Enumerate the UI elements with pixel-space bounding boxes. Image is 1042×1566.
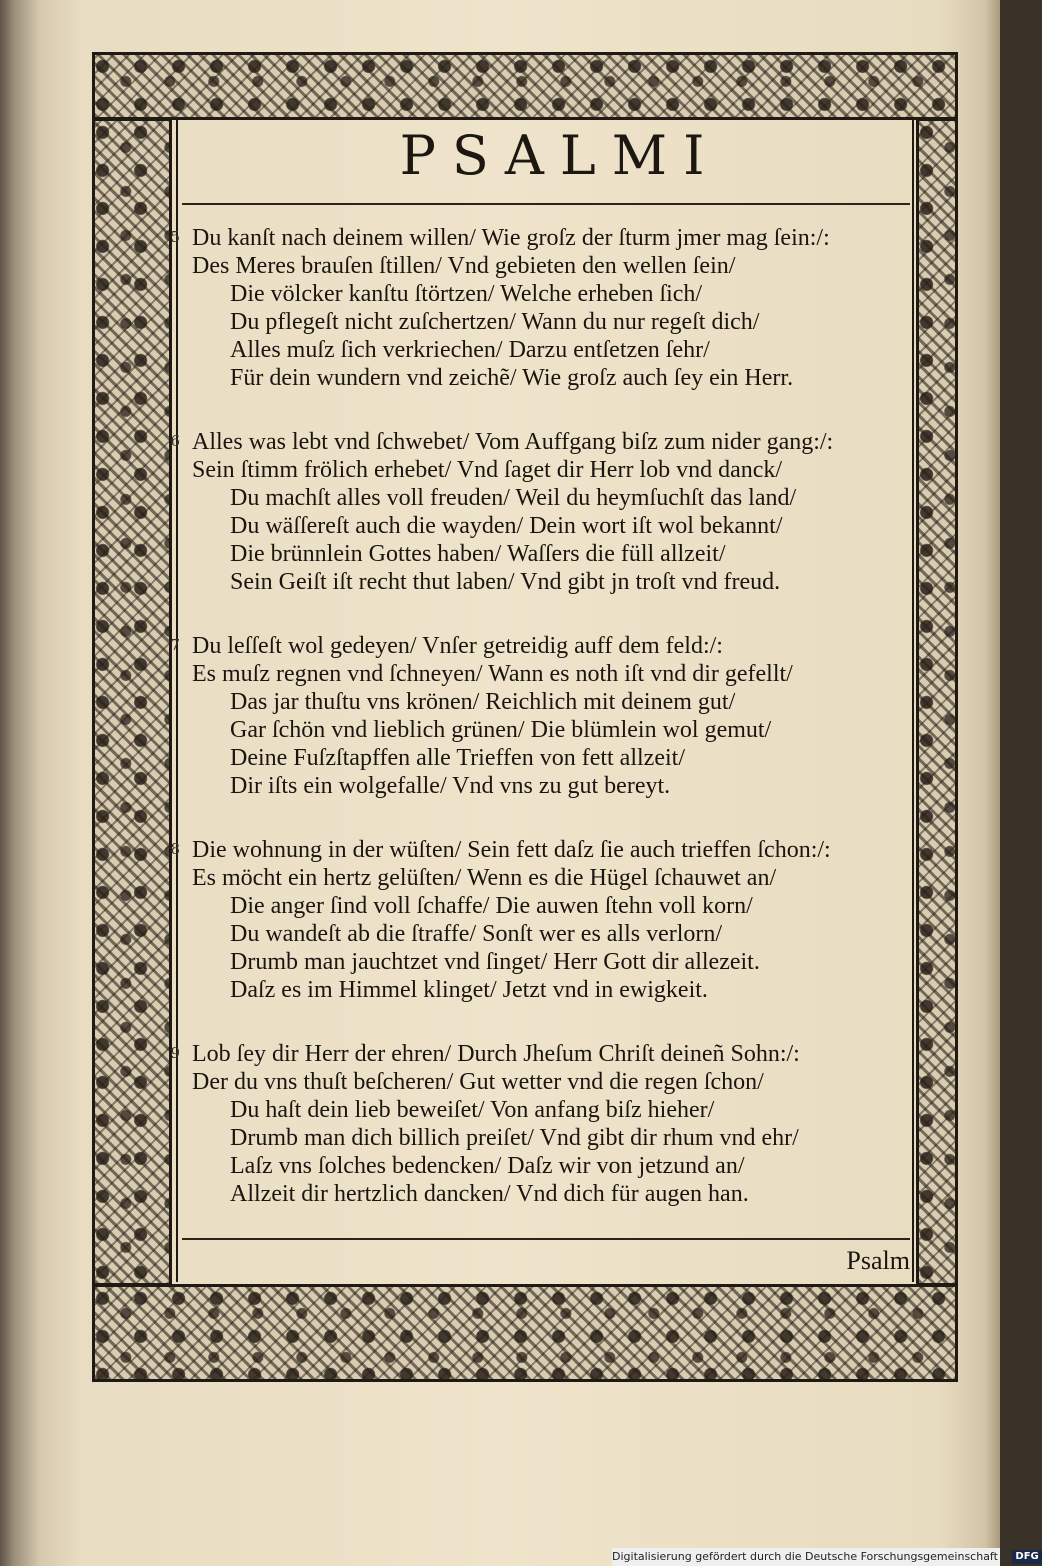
verse-line: Die wohnung in der wüſten/ Sein fett daſz ſie auch trieffen ſchon:/: <box>192 837 831 863</box>
verse-line: Du wäſſereſt auch die wayden/ Dein wort iſt wol bekannt/ <box>230 513 783 539</box>
verse-line: Die brünnlein Gottes haben/ Waſſers die füll allzeit/ <box>230 541 726 567</box>
verse-line: Es muſz regnen vnd ſchneyen/ Wann es noth iſt vnd dir gefellt/ <box>192 661 793 687</box>
verse-line: Die anger ſind voll ſchaffe/ Die auwen ſtehn voll korn/ <box>230 893 753 919</box>
verse-line: Des Meres brauſen ſtillen/ Vnd gebieten den wellen ſein/ <box>192 253 736 279</box>
verse-line: Es möcht ein hertz gelüſten/ Wenn es die Hügel ſchauwet an/ <box>192 865 777 891</box>
stanza-number: 9 <box>170 1044 180 1062</box>
stanza-5 <box>170 224 910 392</box>
stanza-number: 5 <box>170 228 180 246</box>
footer-text: Digitalisierung gefördert durch die Deutsche Forschungsgemeinschaft · <box>612 1550 1005 1563</box>
stanza-8 <box>170 836 910 1004</box>
header-rule <box>182 203 910 205</box>
frame-rule-right <box>912 120 914 1282</box>
verse-line: Alles muſz ſich verkriechen/ Darzu entſetzen ſehr/ <box>230 337 710 363</box>
verse-line: Du pflegeſt nicht zuſchertzen/ Wann du nur regeſt dich/ <box>230 309 760 335</box>
verse-line: Du leſſeſt wol gedeyen/ Vnſer getreidig auff dem feld:/: <box>192 633 723 659</box>
verse-line: Lob ſey dir Herr der ehren/ Durch Jheſum Chriſt deineñ Sohn:/: <box>192 1041 800 1067</box>
verse-line: Das jar thuſtu vns krönen/ Reichlich mit deinem gut/ <box>230 689 736 715</box>
catchword: Psalm <box>846 1246 910 1275</box>
verse-line: Drumb man dich billich preiſet/ Vnd gibt dir rhum vnd ehr/ <box>230 1125 799 1151</box>
verse-line: Du haſt dein lieb beweiſet/ Von anfang biſz hieher/ <box>230 1097 715 1123</box>
verse-line: Allzeit dir hertzlich dancken/ Vnd dich für augen han. <box>230 1181 749 1207</box>
frame-rule-left <box>176 120 178 1282</box>
stanza-6 <box>170 428 910 596</box>
woodcut-border-right <box>916 118 958 1286</box>
verse-line: Alles was lebt vnd ſchwebet/ Vom Auffgang biſz zum nider gang:/: <box>192 429 834 455</box>
woodcut-border-bottom <box>92 1284 958 1382</box>
verse-line: Der du vns thuſt beſcheren/ Gut wetter vnd die regen ſchon/ <box>192 1069 764 1095</box>
woodcut-border-left <box>92 118 172 1286</box>
stanza-number: 6 <box>170 432 180 450</box>
stanza-9 <box>170 1040 910 1208</box>
verse-line: Drumb man jauchtzet vnd ſinget/ Herr Gott dir allezeit. <box>230 949 760 975</box>
verse-line: Sein Geiſt iſt recht thut laben/ Vnd gibt jn troſt vnd freud. <box>230 569 781 595</box>
verse-line: Du wandeſt ab die ſtraffe/ Sonſt wer es alls verlorn/ <box>230 921 723 947</box>
verse-line: Laſz vns ſolches bedencken/ Daſz wir von jetzund an/ <box>230 1153 745 1179</box>
digitization-footer <box>612 1548 1039 1566</box>
verse-line: Sein ſtimm frölich erhebet/ Vnd ſaget dir Herr lob vnd danck/ <box>192 457 783 483</box>
stanza-number: 7 <box>170 636 180 654</box>
stanza-7 <box>170 632 910 800</box>
verse-line: Gar ſchön vnd lieblich grünen/ Die blümlein wol gemut/ <box>230 717 772 743</box>
verse-line: Für dein wundern vnd zeichẽ/ Wie groſz auch ſey ein Herr. <box>230 365 794 391</box>
stanza-number: 8 <box>170 840 180 858</box>
footer-rule <box>182 1238 910 1240</box>
verse-line: Du machſt alles voll freuden/ Weil du heymſuchſt das land/ <box>230 485 797 511</box>
page-title: PSALMI <box>399 124 721 187</box>
verse-line: Du kanſt nach deinem willen/ Wie groſz der ſturm jmer mag ſein:/: <box>192 225 830 251</box>
verse-line: Dir iſts ein wolgefalle/ Vnd vns zu gut bereyt. <box>230 773 671 799</box>
verse-line: Daſz es im Himmel klinget/ Jetzt vnd in ewigkeit. <box>230 977 708 1003</box>
dfg-logo: DFG <box>1012 1550 1041 1564</box>
verse-line: Deine Fuſzſtapffen alle Trieffen von fett allzeit/ <box>230 745 685 771</box>
woodcut-border-top <box>92 52 958 120</box>
verse-line: Die völcker kanſtu ſtörtzen/ Welche erheben ſich/ <box>230 281 703 307</box>
